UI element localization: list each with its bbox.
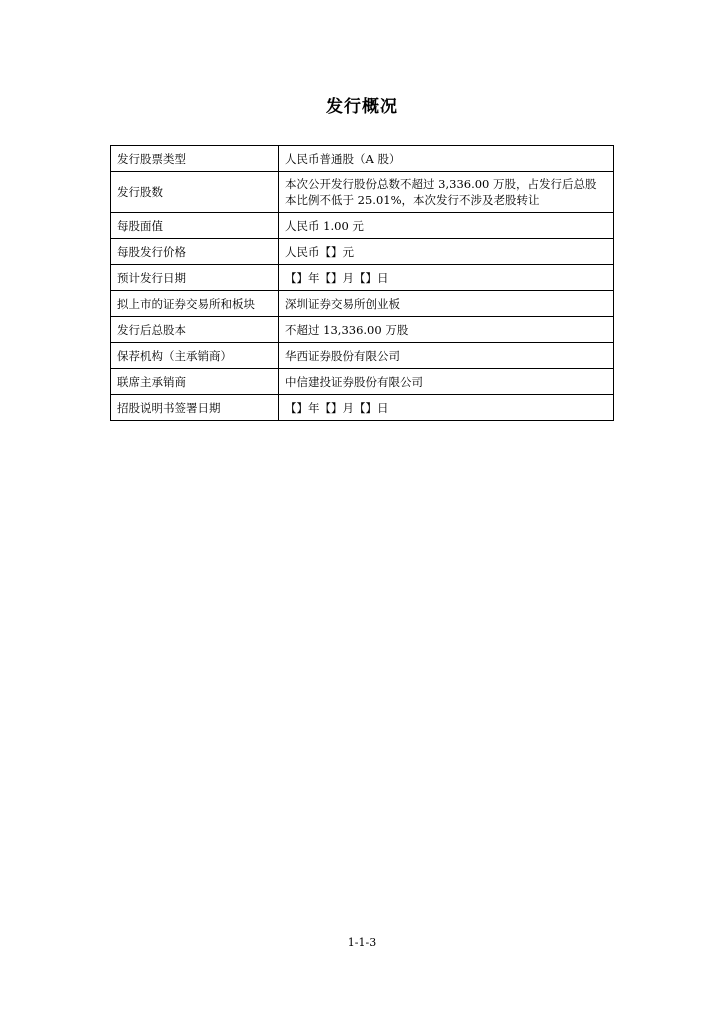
row-value-par-value: 人民币 1.00 元 [279,213,614,239]
page-number: 1-1-3 [347,936,377,949]
page-title: 发行概况 [326,97,398,117]
table-row [111,146,614,172]
table-row [111,395,614,421]
table-row [111,265,614,291]
row-label-sponsor: 保荐机构（主承销商） [111,343,279,369]
table-row [111,343,614,369]
row-value-issue-price: 人民币【】元 [279,239,614,265]
table-row [111,239,614,265]
row-label-issue-price: 每股发行价格 [111,239,279,265]
offering-overview-table [110,145,614,421]
row-value-co-lead-underwriter: 中信建投证券股份有限公司 [279,369,614,395]
row-value-prospectus-date: 【】年【】月【】日 [279,395,614,421]
row-label-par-value: 每股面值 [111,213,279,239]
row-value-issue-date: 【】年【】月【】日 [279,265,614,291]
row-value-exchange-board: 深圳证券交易所创业板 [279,291,614,317]
row-label-share-count: 发行股数 [111,172,279,213]
row-label-co-lead-underwriter: 联席主承销商 [111,369,279,395]
table-row [111,317,614,343]
row-label-stock-type: 发行股票类型 [111,146,279,172]
row-value-stock-type: 人民币普通股（A 股） [279,146,614,172]
row-label-issue-date: 预计发行日期 [111,265,279,291]
row-value-sponsor: 华西证券股份有限公司 [279,343,614,369]
row-value-share-count: 本次公开发行股份总数不超过 3,336.00 万股，占发行后总股本比例不低于 25.01%，本次发行不涉及老股转让 [279,172,614,213]
row-value-total-shares: 不超过 13,336.00 万股 [279,317,614,343]
table-row [111,213,614,239]
table-row [111,291,614,317]
row-label-exchange-board: 拟上市的证券交易所和板块 [111,291,279,317]
row-label-prospectus-date: 招股说明书签署日期 [111,395,279,421]
row-label-total-shares: 发行后总股本 [111,317,279,343]
table-row [111,172,614,213]
table-row [111,369,614,395]
